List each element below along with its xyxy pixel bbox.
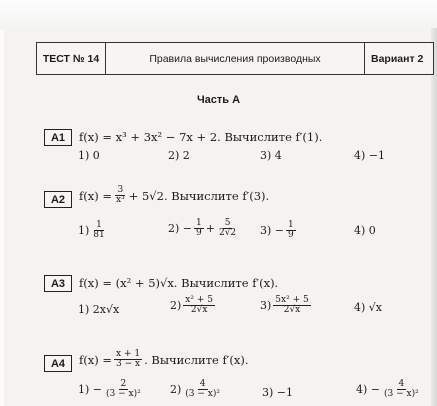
answer-option[interactable]: 3) −1: [262, 386, 294, 399]
fraction: [194, 219, 204, 239]
page-edge: [431, 28, 437, 406]
variant-label: Вариант 2: [371, 52, 424, 65]
statement-rest: + 5√2. Вычислите f′(3).: [128, 188, 270, 203]
fraction: [217, 219, 238, 239]
fraction: [114, 186, 127, 206]
fraction-numerator: 5: [224, 218, 231, 228]
answer-option[interactable]: 1) 2x√x: [78, 303, 120, 316]
option-label: 1) −: [78, 383, 103, 397]
answer-option[interactable]: [356, 380, 423, 400]
fraction-numerator: x² + 5: [185, 295, 213, 305]
answer-option[interactable]: [78, 380, 145, 400]
answer-option[interactable]: 4) 0: [354, 224, 376, 237]
answer-option[interactable]: 2) 2: [168, 149, 190, 162]
fraction: [382, 380, 421, 400]
answer-option[interactable]: [168, 219, 240, 239]
option-label: 2) −: [168, 222, 193, 236]
fraction: [183, 380, 222, 400]
fraction: [286, 221, 296, 241]
fraction-denominator: (3 − x)²: [106, 389, 141, 400]
statement-prefix: f(x) =: [79, 352, 113, 367]
answer-option[interactable]: [260, 221, 298, 241]
option-label: 2): [170, 383, 182, 397]
fraction-numerator: 1: [196, 218, 202, 228]
fraction-denominator: (3 − x)²: [185, 389, 220, 400]
fraction-numerator: x + 1: [116, 349, 141, 359]
fraction-numerator: 1: [288, 220, 294, 230]
plus-sign: +: [205, 222, 215, 236]
fraction: [273, 296, 310, 316]
question-statement: f(x) = (x² + 5)√x. Вычислите f′(x).: [79, 276, 279, 290]
fraction-denominator: 2√2: [218, 228, 237, 239]
answer-option[interactable]: [170, 380, 224, 400]
fraction-denominator: 2√x: [190, 305, 208, 316]
answer-option[interactable]: [170, 296, 217, 316]
option-label: 3): [260, 299, 272, 313]
question-number: A3: [44, 275, 72, 292]
fraction-denominator: 81: [93, 230, 105, 241]
answer-option[interactable]: [78, 221, 109, 241]
question-number: A1: [44, 129, 72, 146]
question-number: A2: [44, 191, 72, 208]
statement-prefix: f(x) =: [79, 188, 113, 203]
fraction-numerator: 4: [398, 379, 405, 389]
fraction-denominator: x³: [116, 195, 125, 206]
answer-option[interactable]: 3) 4: [260, 149, 282, 162]
answer-option[interactable]: 4) √x: [354, 301, 382, 314]
answer-option[interactable]: 4) −1: [354, 149, 386, 162]
fraction-numerator: 5x² + 5: [275, 295, 309, 305]
fraction-numerator: 3: [117, 185, 124, 195]
answer-option[interactable]: [260, 296, 313, 316]
test-topic: Правила вычисления производных: [106, 43, 365, 74]
question-statement: [79, 186, 269, 206]
option-label: 2): [170, 299, 182, 313]
fraction: [183, 296, 215, 316]
fraction-denominator: 9: [196, 228, 202, 239]
answer-option[interactable]: 1) 0: [78, 149, 100, 162]
fraction-denominator: 9: [288, 230, 294, 241]
top-margin: [0, 0, 437, 30]
option-label: 4) −: [356, 383, 381, 397]
question-number: A4: [44, 355, 72, 372]
fraction: [114, 350, 142, 370]
fraction-numerator: 4: [199, 379, 206, 389]
fraction-numerator: 1: [96, 220, 102, 230]
option-label: 1): [78, 224, 90, 238]
fraction-denominator: 3 − x: [116, 359, 141, 370]
fraction-denominator: (3 − x)²: [384, 389, 419, 400]
fraction: [91, 221, 106, 241]
statement-rest: . Вычислите f′(x).: [144, 352, 249, 367]
part-title: Часть А: [196, 94, 241, 106]
fraction-denominator: 2√x: [283, 305, 301, 316]
test-number: ТЕСТ № 14: [37, 43, 106, 74]
question-statement: f(x) = x³ + 3x² − 7x + 2. Вычислите f′(1).: [79, 130, 323, 144]
test-header: [36, 42, 434, 75]
option-label: 3) −: [260, 224, 285, 238]
fraction: [104, 380, 143, 400]
fraction-numerator: 2: [120, 379, 127, 389]
question-statement: [79, 350, 249, 370]
